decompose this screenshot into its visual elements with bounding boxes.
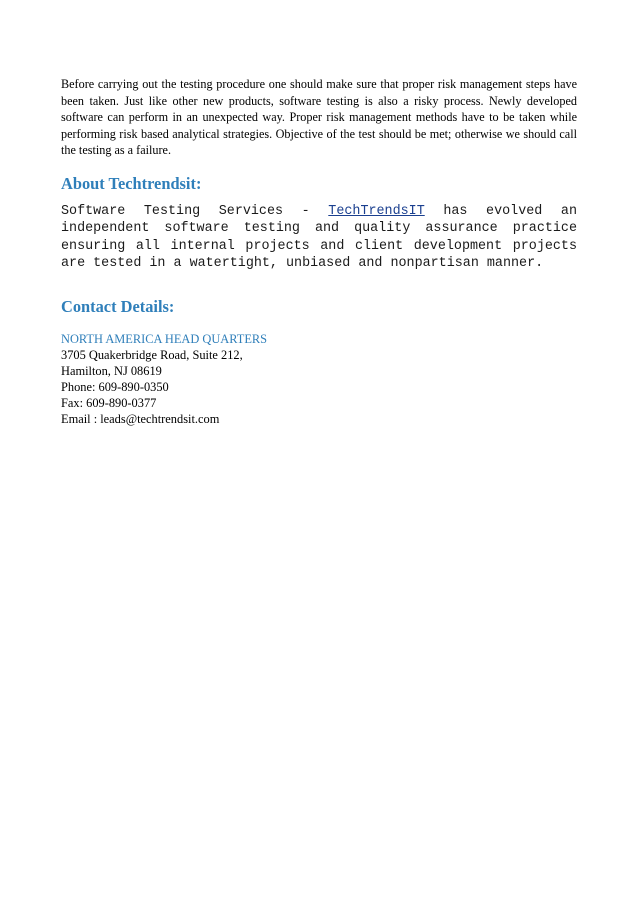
about-text-before-link: Software Testing Services - — [61, 203, 329, 219]
phone-number: Phone: 609-890-0350 — [61, 379, 169, 394]
fax-number: Fax: 609-890-0377 — [61, 395, 157, 410]
office-name: NORTH AMERICA HEAD QUARTERS — [61, 331, 268, 346]
contact-block — [61, 331, 577, 427]
address-line-2: Hamilton, NJ 08619 — [61, 363, 162, 378]
techtrendsit-link[interactable]: TechTrendsIT — [328, 203, 425, 219]
about-paragraph — [61, 203, 577, 273]
intro-paragraph: Before carrying out the testing procedure one should make sure that proper risk management steps have been taken. Just like other new products, software testing is also a risky process. Newly developed software can perform in an unexpected way. Proper risk management methods have to be taken while performing risk based analytical strategies. Objective of the test should be met; otherwise we should call the testing as a failure. — [61, 77, 577, 158]
about-text-after-link: has evolved an independent software testing and quality assurance practice ensuring all internal projects and client development projects are tested in a watertight, unbiased and nonpartisan manner. — [61, 203, 577, 272]
address-line-1: 3705 Quakerbridge Road, Suite 212, — [61, 347, 243, 362]
email-address: Email : leads@techtrendsit.com — [61, 411, 220, 426]
page-content — [61, 76, 577, 427]
about-heading: About Techtrendsit: — [61, 173, 202, 193]
contact-heading: Contact Details: — [61, 296, 175, 316]
